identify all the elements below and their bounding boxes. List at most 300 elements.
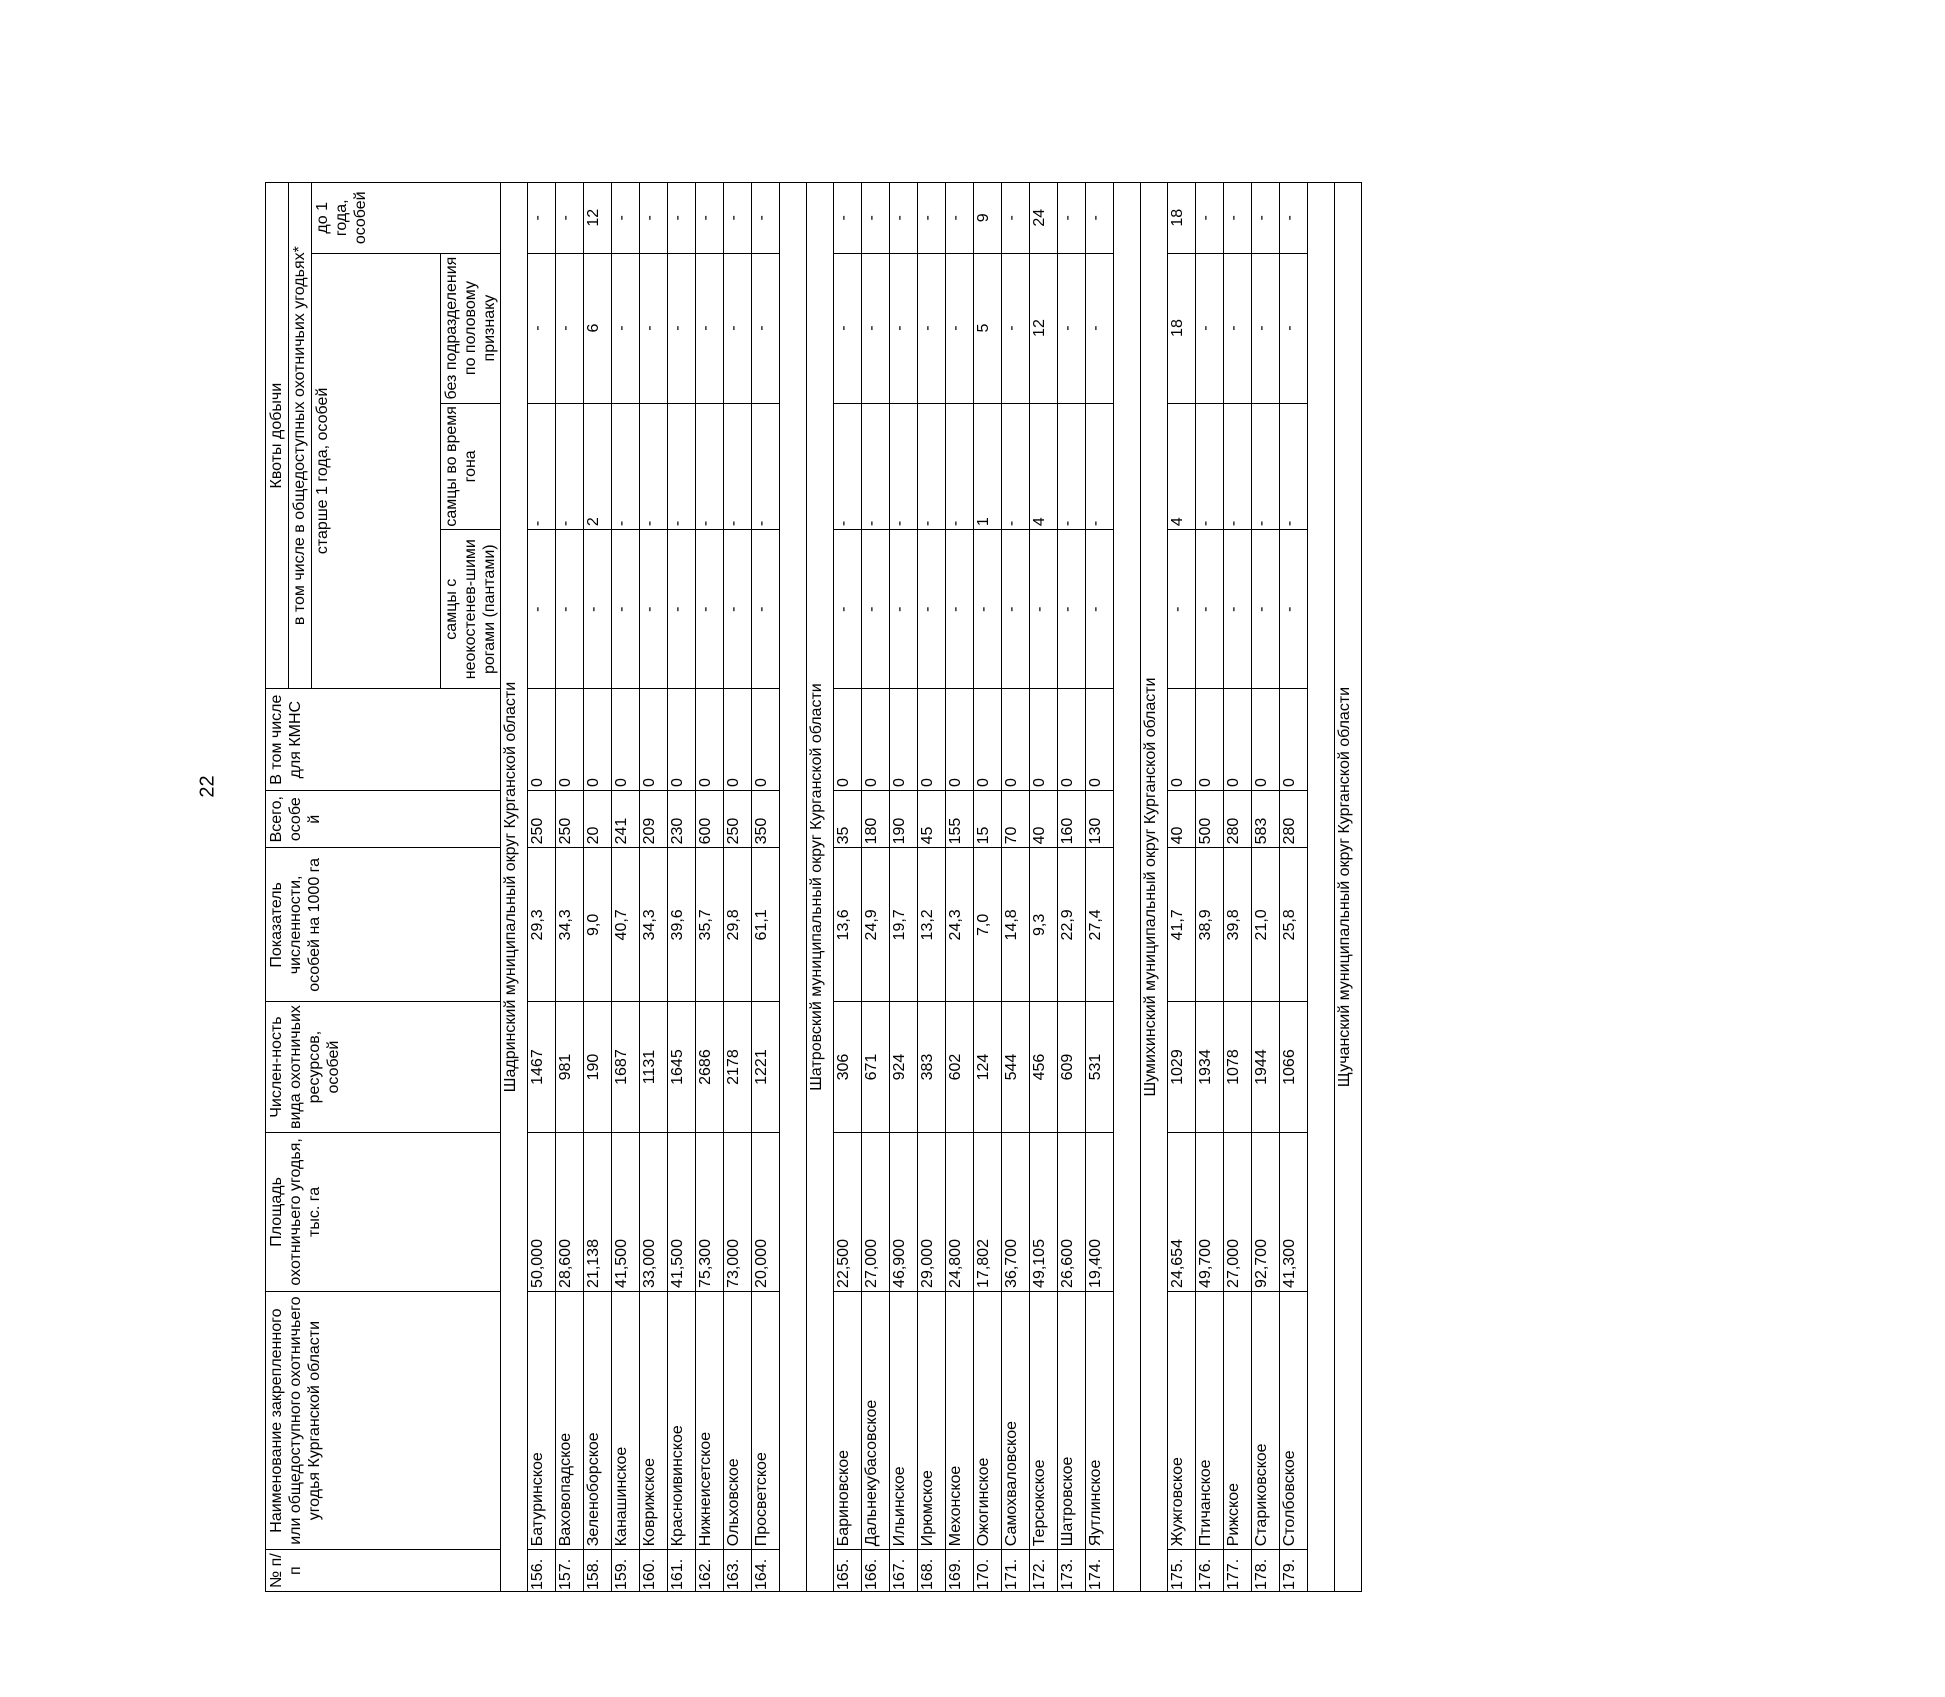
cell-area: 19,400 [1086, 1132, 1114, 1291]
cell-area: 24,654 [1168, 1132, 1196, 1291]
table-row [724, 183, 752, 1592]
cell-total: 15 [974, 791, 1002, 848]
cell-nosex: - [1086, 253, 1114, 403]
cell-pop: 1944 [1252, 1002, 1280, 1132]
cell-nosex: - [946, 253, 974, 403]
cell-density: 24,9 [862, 848, 890, 1002]
cell-kmns: 0 [584, 689, 612, 791]
cell-pop: 383 [918, 1002, 946, 1132]
cell-area: 21,138 [584, 1132, 612, 1291]
cell-name: Коврижское [640, 1291, 668, 1549]
cell-num: 160. [640, 1550, 668, 1592]
cell-antlers: - [1058, 530, 1086, 689]
cell-pop: 2178 [724, 1002, 752, 1132]
cell-pop: 190 [584, 1002, 612, 1132]
cell-area: 41,500 [612, 1132, 640, 1291]
cell-pop: 1131 [640, 1002, 668, 1132]
cell-rut: - [1058, 403, 1086, 530]
cell-kmns: 0 [1224, 689, 1252, 791]
table-row [528, 183, 556, 1592]
table-row [556, 183, 584, 1592]
cell-young: - [612, 183, 640, 254]
table-row [1168, 183, 1196, 1592]
cell-area: 26,600 [1058, 1132, 1086, 1291]
cell-name: Ирюмское [918, 1291, 946, 1549]
cell-total: 250 [556, 791, 584, 848]
cell-density: 29,3 [528, 848, 556, 1002]
header-area: Площадь охотничьего угодья, тыс. га [266, 1132, 501, 1291]
cell-density: 39,8 [1224, 848, 1252, 1002]
cell-name: Жужговское [1168, 1291, 1196, 1549]
cell-density: 19,7 [890, 848, 918, 1002]
cell-total: 350 [752, 791, 780, 848]
cell-pop: 1467 [528, 1002, 556, 1132]
cell-kmns: 0 [668, 689, 696, 791]
table-row [862, 183, 890, 1592]
cell-antlers: - [1002, 530, 1030, 689]
cell-num: 179. [1280, 1550, 1308, 1592]
cell-antlers: - [946, 530, 974, 689]
cell-name: Самохваловское [1002, 1291, 1030, 1549]
cell-num: 158. [584, 1550, 612, 1592]
table-row [1086, 183, 1114, 1592]
cell-area: 27,000 [862, 1132, 890, 1291]
cell-num: 176. [1196, 1550, 1224, 1592]
cell-rut: 4 [1168, 403, 1196, 530]
quota-table [265, 182, 1362, 1592]
table-row [834, 183, 862, 1592]
cell-name: Терсюкское [1030, 1291, 1058, 1549]
cell-pop: 531 [1086, 1002, 1114, 1132]
cell-pop: 1078 [1224, 1002, 1252, 1132]
cell-total: 230 [668, 791, 696, 848]
cell-pop: 1687 [612, 1002, 640, 1132]
cell-antlers: - [974, 530, 1002, 689]
cell-density: 41,7 [1168, 848, 1196, 1002]
cell-antlers: - [1196, 530, 1224, 689]
table-row [890, 183, 918, 1592]
cell-young: - [1252, 183, 1280, 254]
cell-nosex: - [862, 253, 890, 403]
cell-kmns: 0 [1086, 689, 1114, 791]
cell-antlers: - [918, 530, 946, 689]
cell-antlers: - [612, 530, 640, 689]
cell-kmns: 0 [918, 689, 946, 791]
cell-antlers: - [1168, 530, 1196, 689]
cell-rut: - [946, 403, 974, 530]
cell-antlers: - [528, 530, 556, 689]
cell-total: 20 [584, 791, 612, 848]
cell-kmns: 0 [1058, 689, 1086, 791]
cell-total: 160 [1058, 791, 1086, 848]
cell-young: - [1224, 183, 1252, 254]
section-header-row [807, 183, 834, 1592]
cell-antlers: - [640, 530, 668, 689]
cell-rut: - [752, 403, 780, 530]
cell-young: - [556, 183, 584, 254]
cell-antlers: - [1252, 530, 1280, 689]
cell-kmns: 0 [1030, 689, 1058, 791]
cell-nosex: - [752, 253, 780, 403]
cell-name: Зеленоборское [584, 1291, 612, 1549]
table-row [668, 183, 696, 1592]
cell-nosex: - [918, 253, 946, 403]
cell-name: Красноивинское [668, 1291, 696, 1549]
cell-nosex: - [1196, 253, 1224, 403]
cell-num: 174. [1086, 1550, 1114, 1592]
cell-name: Мехонское [946, 1291, 974, 1549]
cell-total: 155 [946, 791, 974, 848]
cell-name: Ильинское [890, 1291, 918, 1549]
cell-rut: 2 [584, 403, 612, 530]
table-row [1030, 183, 1058, 1592]
cell-rut: - [890, 403, 918, 530]
cell-num: 166. [862, 1550, 890, 1592]
cell-rut: - [1252, 403, 1280, 530]
cell-name: Рижское [1224, 1291, 1252, 1549]
cell-total: 500 [1196, 791, 1224, 848]
cell-nosex: - [640, 253, 668, 403]
cell-num: 159. [612, 1550, 640, 1592]
header-rut: самцы во время гона [441, 403, 501, 530]
cell-area: 20,000 [752, 1132, 780, 1291]
cell-rut: - [640, 403, 668, 530]
cell-density: 9,0 [584, 848, 612, 1002]
cell-num: 165. [834, 1550, 862, 1592]
page-number: 22 [196, 775, 219, 798]
cell-nosex: - [1058, 253, 1086, 403]
cell-pop: 124 [974, 1002, 1002, 1132]
cell-antlers: - [1224, 530, 1252, 689]
cell-pop: 602 [946, 1002, 974, 1132]
cell-nosex: - [1224, 253, 1252, 403]
table-row [696, 183, 724, 1592]
cell-nosex: - [696, 253, 724, 403]
cell-pop: 924 [890, 1002, 918, 1132]
cell-name: Столбовское [1280, 1291, 1308, 1549]
cell-kmns: 0 [1168, 689, 1196, 791]
cell-total: 280 [1224, 791, 1252, 848]
cell-nosex: - [612, 253, 640, 403]
cell-density: 29,8 [724, 848, 752, 1002]
section-header-row [1141, 183, 1168, 1592]
cell-name: Яутлинское [1086, 1291, 1114, 1549]
cell-antlers: - [862, 530, 890, 689]
cell-kmns: 0 [640, 689, 668, 791]
cell-kmns: 0 [862, 689, 890, 791]
cell-young: - [1086, 183, 1114, 254]
cell-young: - [1196, 183, 1224, 254]
cell-young: - [834, 183, 862, 254]
cell-num: 177. [1224, 1550, 1252, 1592]
table-row [946, 183, 974, 1592]
table-row [1002, 183, 1030, 1592]
cell-rut: - [918, 403, 946, 530]
section-gap-row [1308, 183, 1335, 1592]
cell-area: 50,000 [528, 1132, 556, 1291]
cell-young: - [724, 183, 752, 254]
cell-num: 168. [918, 1550, 946, 1592]
cell-kmns: 0 [1252, 689, 1280, 791]
cell-nosex: - [1280, 253, 1308, 403]
cell-young: - [890, 183, 918, 254]
cell-num: 170. [974, 1550, 1002, 1592]
table-row [584, 183, 612, 1592]
cell-total: 45 [918, 791, 946, 848]
table-row [1224, 183, 1252, 1592]
cell-kmns: 0 [1002, 689, 1030, 791]
cell-antlers: - [834, 530, 862, 689]
cell-antlers: - [724, 530, 752, 689]
cell-kmns: 0 [528, 689, 556, 791]
cell-rut: - [1224, 403, 1252, 530]
cell-density: 39,6 [668, 848, 696, 1002]
cell-density: 35,7 [696, 848, 724, 1002]
cell-young: - [696, 183, 724, 254]
cell-total: 241 [612, 791, 640, 848]
section-header-row [501, 183, 528, 1592]
cell-young: - [1058, 183, 1086, 254]
cell-nosex: - [556, 253, 584, 403]
cell-nosex: - [890, 253, 918, 403]
cell-total: 583 [1252, 791, 1280, 848]
table-row [1280, 183, 1308, 1592]
header-quota-sub: в том числе в общедоступных охотничьих угодьях* [289, 183, 312, 689]
cell-name: Ожогинское [974, 1291, 1002, 1549]
cell-pop: 1645 [668, 1002, 696, 1132]
cell-rut: - [862, 403, 890, 530]
cell-kmns: 0 [752, 689, 780, 791]
cell-total: 600 [696, 791, 724, 848]
cell-rut: - [612, 403, 640, 530]
cell-antlers: - [556, 530, 584, 689]
cell-density: 21,0 [1252, 848, 1280, 1002]
cell-antlers: - [752, 530, 780, 689]
cell-kmns: 0 [724, 689, 752, 791]
header-kmns: В том числе для КМНС [266, 689, 501, 791]
cell-name: Просветское [752, 1291, 780, 1549]
cell-name: Шатровское [1058, 1291, 1086, 1549]
cell-kmns: 0 [890, 689, 918, 791]
cell-num: 163. [724, 1550, 752, 1592]
cell-kmns: 0 [556, 689, 584, 791]
cell-rut: - [1086, 403, 1114, 530]
cell-area: 41,300 [1280, 1132, 1308, 1291]
table-body [501, 183, 1362, 1592]
cell-density: 7,0 [974, 848, 1002, 1002]
cell-kmns: 0 [946, 689, 974, 791]
cell-antlers: - [1030, 530, 1058, 689]
header-density: Показатель численности, особей на 1000 га [266, 848, 501, 1002]
cell-pop: 1066 [1280, 1002, 1308, 1132]
cell-area: 46,900 [890, 1132, 918, 1291]
cell-nosex: - [834, 253, 862, 403]
cell-area: 29,000 [918, 1132, 946, 1291]
cell-pop: 981 [556, 1002, 584, 1132]
table-row [640, 183, 668, 1592]
cell-total: 250 [528, 791, 556, 848]
gap-cell [1114, 183, 1141, 1592]
cell-name: Батуринское [528, 1291, 556, 1549]
cell-young: - [528, 183, 556, 254]
cell-area: 36,700 [1002, 1132, 1030, 1291]
cell-antlers: - [890, 530, 918, 689]
cell-nosex: - [1002, 253, 1030, 403]
cell-antlers: - [696, 530, 724, 689]
cell-young: - [862, 183, 890, 254]
table-row [612, 183, 640, 1592]
cell-num: 169. [946, 1550, 974, 1592]
table-row [974, 183, 1002, 1592]
cell-density: 9,3 [1030, 848, 1058, 1002]
cell-nosex: 6 [584, 253, 612, 403]
cell-num: 175. [1168, 1550, 1196, 1592]
section-title: Шадринский муниципальный округ Курганской области [501, 183, 528, 1592]
cell-name: Ваховопадское [556, 1291, 584, 1549]
cell-antlers: - [1086, 530, 1114, 689]
cell-young: - [918, 183, 946, 254]
cell-area: 22,500 [834, 1132, 862, 1291]
gap-cell [1308, 183, 1335, 1592]
cell-density: 13,6 [834, 848, 862, 1002]
cell-young: - [668, 183, 696, 254]
header-population: Числен-ность вида охотничьих ресурсов, особей [266, 1002, 501, 1132]
cell-name: Дальнекубасовское [862, 1291, 890, 1549]
cell-name: Бариновское [834, 1291, 862, 1549]
cell-antlers: - [668, 530, 696, 689]
cell-total: 35 [834, 791, 862, 848]
cell-density: 40,7 [612, 848, 640, 1002]
cell-total: 40 [1030, 791, 1058, 848]
cell-total: 180 [862, 791, 890, 848]
cell-rut: - [1196, 403, 1224, 530]
cell-area: 27,000 [1224, 1132, 1252, 1291]
cell-pop: 1029 [1168, 1002, 1196, 1132]
header-older: старше 1 года, особей [312, 253, 441, 689]
cell-density: 22,9 [1058, 848, 1086, 1002]
cell-kmns: 0 [834, 689, 862, 791]
cell-antlers: - [584, 530, 612, 689]
cell-rut: - [1002, 403, 1030, 530]
header-total: Всего, особе й [266, 791, 501, 848]
cell-num: 157. [556, 1550, 584, 1592]
header-young: до 1 года, особей [312, 183, 501, 254]
cell-nosex: - [724, 253, 752, 403]
cell-density: 27,4 [1086, 848, 1114, 1002]
cell-young: - [1002, 183, 1030, 254]
cell-area: 33,000 [640, 1132, 668, 1291]
cell-name: Ольховское [724, 1291, 752, 1549]
cell-num: 164. [752, 1550, 780, 1592]
cell-num: 172. [1030, 1550, 1058, 1592]
rotated-page [245, 173, 1945, 1697]
header-name: Наименование закрепленного или общедоступного охотничьего угодья Курганской области [266, 1291, 501, 1549]
cell-area: 49,700 [1196, 1132, 1224, 1291]
cell-num: 167. [890, 1550, 918, 1592]
cell-nosex: - [668, 253, 696, 403]
cell-pop: 306 [834, 1002, 862, 1132]
cell-rut: 1 [974, 403, 1002, 530]
cell-nosex: 5 [974, 253, 1002, 403]
cell-kmns: 0 [974, 689, 1002, 791]
cell-rut: - [668, 403, 696, 530]
cell-rut: - [528, 403, 556, 530]
section-title: Шумихинский муниципальный округ Курганской области [1141, 183, 1168, 1592]
cell-total: 40 [1168, 791, 1196, 848]
cell-name: Канашинское [612, 1291, 640, 1549]
cell-total: 70 [1002, 791, 1030, 848]
cell-young: - [946, 183, 974, 254]
cell-num: 161. [668, 1550, 696, 1592]
cell-num: 162. [696, 1550, 724, 1592]
cell-name: Птичанское [1196, 1291, 1224, 1549]
cell-num: 171. [1002, 1550, 1030, 1592]
cell-nosex: 12 [1030, 253, 1058, 403]
header-quota: Квоты добычи [266, 183, 289, 689]
cell-pop: 456 [1030, 1002, 1058, 1132]
cell-density: 13,2 [918, 848, 946, 1002]
cell-total: 190 [890, 791, 918, 848]
cell-antlers: - [1280, 530, 1308, 689]
cell-area: 73,000 [724, 1132, 752, 1291]
cell-young: - [640, 183, 668, 254]
cell-nosex: 18 [1168, 253, 1196, 403]
cell-nosex: - [528, 253, 556, 403]
section-gap-row [1114, 183, 1141, 1592]
table-row [918, 183, 946, 1592]
cell-total: 130 [1086, 791, 1114, 848]
header-antlers: самцы с неокостенев-шими рогами (пантами) [441, 530, 501, 689]
cell-kmns: 0 [1280, 689, 1308, 791]
cell-area: 41,500 [668, 1132, 696, 1291]
cell-total: 280 [1280, 791, 1308, 848]
cell-area: 17,802 [974, 1132, 1002, 1291]
cell-num: 173. [1058, 1550, 1086, 1592]
cell-rut: - [724, 403, 752, 530]
cell-rut: - [834, 403, 862, 530]
cell-density: 25,8 [1280, 848, 1308, 1002]
table-row [1196, 183, 1224, 1592]
section-title: Шатровский муниципальный округ Курганской области [807, 183, 834, 1592]
cell-density: 24,3 [946, 848, 974, 1002]
cell-area: 49,105 [1030, 1132, 1058, 1291]
cell-area: 75,300 [696, 1132, 724, 1291]
cell-young: 9 [974, 183, 1002, 254]
cell-pop: 544 [1002, 1002, 1030, 1132]
header-num: № п/п [266, 1550, 501, 1592]
cell-kmns: 0 [1196, 689, 1224, 791]
cell-young: 18 [1168, 183, 1196, 254]
cell-density: 34,3 [640, 848, 668, 1002]
table-row [1252, 183, 1280, 1592]
cell-nosex: - [1252, 253, 1280, 403]
cell-young: 24 [1030, 183, 1058, 254]
cell-total: 209 [640, 791, 668, 848]
section-title: Щучанский муниципальный округ Курганской области [1335, 183, 1362, 1592]
section-gap-row [780, 183, 807, 1592]
cell-rut: - [696, 403, 724, 530]
gap-cell [780, 183, 807, 1592]
cell-young: - [752, 183, 780, 254]
cell-density: 34,3 [556, 848, 584, 1002]
cell-name: Нижнеисетское [696, 1291, 724, 1549]
cell-density: 38,9 [1196, 848, 1224, 1002]
cell-rut: - [1280, 403, 1308, 530]
cell-pop: 1221 [752, 1002, 780, 1132]
cell-num: 156. [528, 1550, 556, 1592]
cell-pop: 1934 [1196, 1002, 1224, 1132]
cell-rut: - [556, 403, 584, 530]
